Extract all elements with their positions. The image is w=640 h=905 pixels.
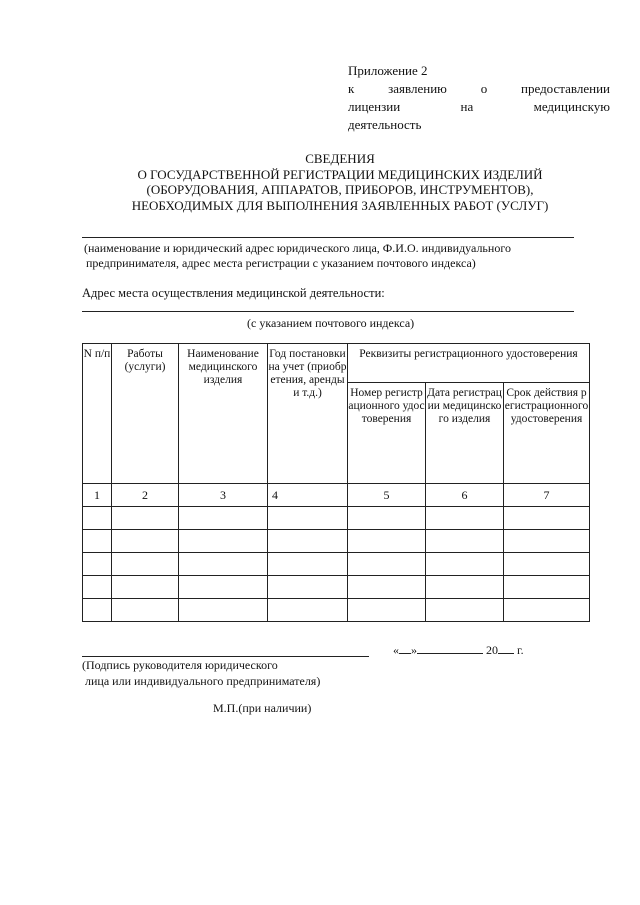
column-number: 6 [426, 484, 504, 507]
postal-note: (с указанием почтового индекса) [247, 316, 415, 330]
appendix-word: лицензии [348, 99, 401, 114]
appendix-title: Приложение 2 [348, 63, 428, 78]
table-header-row [83, 344, 590, 383]
table-cell[interactable] [268, 599, 348, 622]
header-device-name: Наименование медицинского изделия [179, 344, 268, 484]
applicant-note-line: (наименование и юридический адрес юридического лица, Ф.И.О. индивидуального [84, 241, 511, 255]
table-cell[interactable] [504, 599, 590, 622]
signature-note-line: лица или индивидуального предпринимателя) [85, 674, 321, 688]
table-cell[interactable] [179, 530, 268, 553]
appendix-word: медицинскую [533, 99, 610, 114]
table-cell[interactable] [83, 553, 112, 576]
appendix-line-4: деятельность [348, 117, 422, 132]
column-number: 3 [179, 484, 268, 507]
table-cell[interactable] [348, 553, 426, 576]
column-number: 4 [268, 484, 348, 507]
appendix-word: к [348, 81, 355, 96]
table-cell[interactable] [504, 507, 590, 530]
header-validity: Срок действия регистрационного удостоверения [504, 383, 590, 484]
date-field[interactable] [393, 643, 524, 658]
header-requisites: Реквизиты регистрационного удостоверения [348, 344, 590, 383]
table-cell[interactable] [179, 507, 268, 530]
applicant-note [84, 241, 511, 271]
header-year: Год постановки на учет (приобретения, аренды и т.д.) [268, 344, 348, 484]
table-cell[interactable] [83, 530, 112, 553]
table-cell[interactable] [268, 507, 348, 530]
table-cell[interactable] [348, 599, 426, 622]
appendix-line-3 [348, 98, 610, 116]
table-cell[interactable] [504, 553, 590, 576]
table-row[interactable] [83, 530, 590, 553]
heading-line: О ГОСУДАРСТВЕННОЙ РЕГИСТРАЦИИ МЕДИЦИНСКИХ ИЗДЕЛИЙ [137, 166, 543, 182]
address-fill-line[interactable] [82, 311, 574, 312]
column-number: 1 [83, 484, 112, 507]
table-cell[interactable] [83, 507, 112, 530]
table-cell[interactable] [268, 576, 348, 599]
table-cell[interactable] [268, 530, 348, 553]
table-cell[interactable] [83, 599, 112, 622]
appendix-word: предоставлении [521, 81, 610, 96]
column-number: 7 [504, 484, 590, 507]
header-num: N п/п [83, 344, 112, 484]
applicant-note-line: предпринимателя, адрес места регистрации с указанием почтового индекса) [86, 256, 476, 270]
date-open-quote: « [393, 643, 399, 657]
table-cell[interactable] [426, 507, 504, 530]
header-works: Работы (услуги) [112, 344, 179, 484]
table-cell[interactable] [426, 553, 504, 576]
table-cell[interactable] [112, 530, 179, 553]
table-cell[interactable] [348, 507, 426, 530]
table-cell[interactable] [504, 530, 590, 553]
year-century: 20 [486, 643, 498, 657]
heading-line: НЕОБХОДИМЫХ ДЛЯ ВЫПОЛНЕНИЯ ЗАЯВЛЕННЫХ РАБОТ (УСЛУГ) [131, 197, 549, 213]
header-reg-number: Номер регистрационного удостоверения [348, 383, 426, 484]
table-cell[interactable] [348, 576, 426, 599]
month-blank[interactable] [417, 643, 483, 654]
table-cell[interactable] [112, 599, 179, 622]
table-cell[interactable] [179, 599, 268, 622]
table-cell[interactable] [504, 576, 590, 599]
year-suffix: г. [517, 643, 524, 657]
header-reg-date: Дата регистрации медицинского изделия [426, 383, 504, 484]
table-cell[interactable] [348, 530, 426, 553]
table-cell[interactable] [268, 553, 348, 576]
table-cell[interactable] [112, 553, 179, 576]
table-cell[interactable] [426, 576, 504, 599]
appendix-line-2 [348, 80, 610, 98]
column-number: 5 [348, 484, 426, 507]
year-blank[interactable] [498, 643, 514, 654]
table-cell[interactable] [179, 576, 268, 599]
table-cell[interactable] [112, 507, 179, 530]
table-row[interactable] [83, 553, 590, 576]
applicant-fill-line[interactable] [82, 237, 574, 238]
signature-note-line: (Подпись руководителя юридического [82, 658, 278, 672]
table-cell[interactable] [112, 576, 179, 599]
day-blank[interactable] [399, 643, 411, 654]
table-cell[interactable] [83, 576, 112, 599]
appendix-reference [348, 62, 610, 134]
column-number: 2 [112, 484, 179, 507]
appendix-word: заявлению [388, 81, 447, 96]
table-row[interactable] [83, 576, 590, 599]
table-row[interactable] [83, 507, 590, 530]
table-cell[interactable] [426, 599, 504, 622]
heading-line: (ОБОРУДОВАНИЯ, АППАРАТОВ, ПРИБОРОВ, ИНСТРУМЕНТОВ), [146, 182, 534, 197]
appendix-word: на [460, 99, 474, 114]
table-cell[interactable] [426, 530, 504, 553]
table-row[interactable] [83, 599, 590, 622]
column-numbers-row [83, 484, 590, 507]
signature-note [82, 657, 320, 689]
stamp-placeholder: М.П.(при наличии) [213, 701, 312, 715]
date-close-quote: » [411, 643, 417, 657]
appendix-word: о [480, 81, 488, 96]
address-label: Адрес места осуществления медицинской деятельности: [82, 286, 385, 300]
medical-devices-table [82, 343, 590, 622]
document-heading [60, 151, 620, 213]
table-cell[interactable] [179, 553, 268, 576]
heading-line: СВЕДЕНИЯ [305, 151, 375, 166]
